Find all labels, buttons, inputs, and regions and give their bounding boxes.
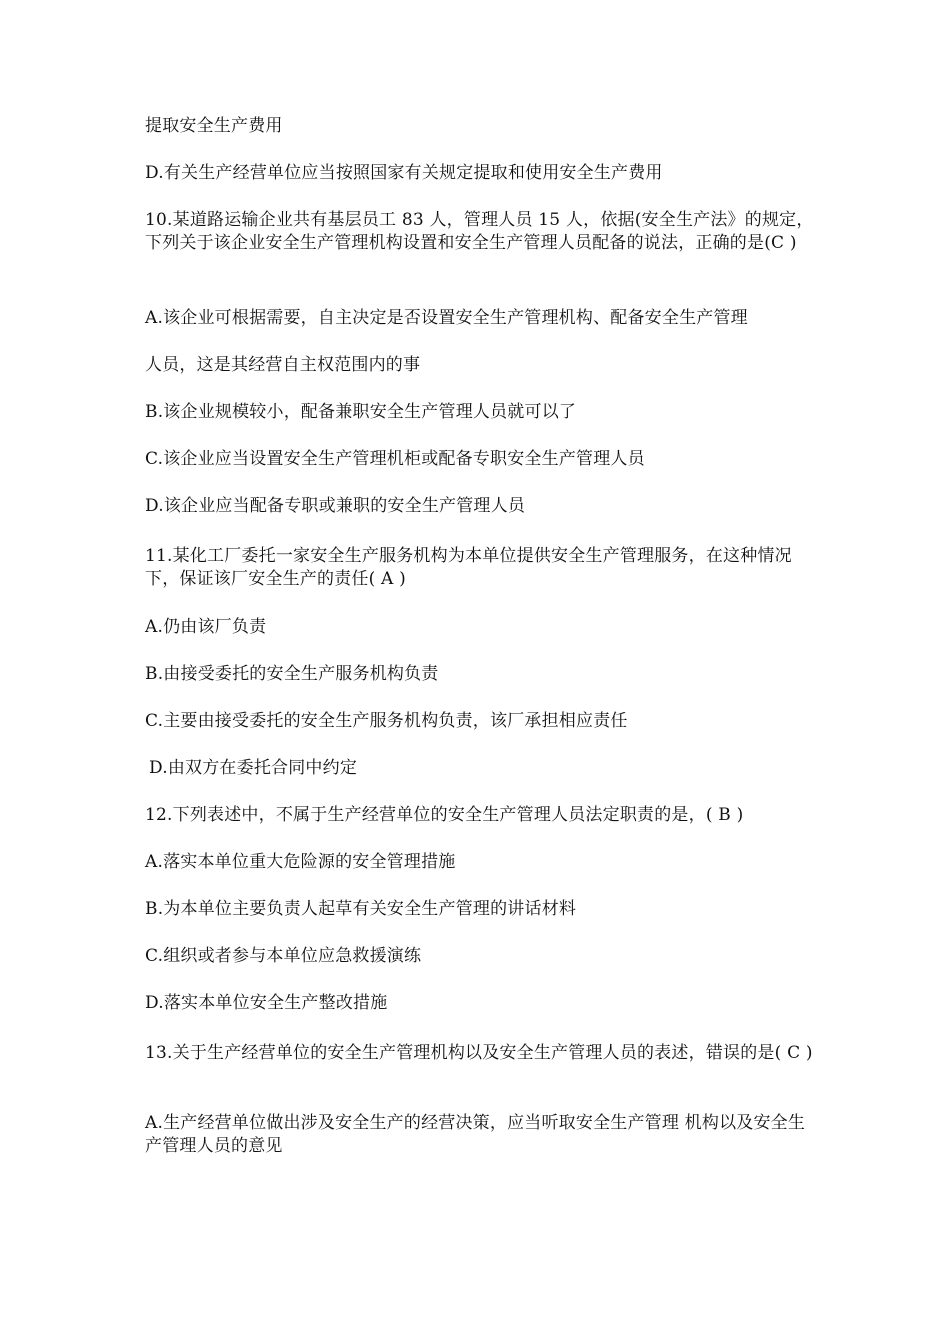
text-line: 人员，这是其经营自主权范围内的事: [145, 355, 421, 375]
question-13: 13.关于生产经营单位的安全生产管理机构以及安全生产管理人员的表述，错误的是( C ): [145, 1043, 813, 1063]
text-line: 提取安全生产费用: [145, 116, 283, 136]
option-a: A.该企业可根据需要，自主决定是否设置安全生产管理机构、配备安全生产管理: [145, 308, 748, 328]
question-11: 11.某化工厂委托一家安全生产服务机构为本单位提供安全生产管理服务，在这种情况下，保证该厂安全生产的责任( A ): [145, 546, 792, 589]
option-c: C.主要由接受委托的安全生产服务机构负责，该厂承担相应责任: [145, 711, 628, 731]
option-d: D.该企业应当配备专职或兼职的安全生产管理人员: [145, 496, 526, 516]
option-b: B.为本单位主要负责人起草有关安全生产管理的讲话材料: [145, 899, 577, 919]
option-d: D.由双方在委托合同中约定: [149, 758, 358, 778]
question-10: 10.某道路运输企业共有基层员工 83 人，管理人员 15 人，依据(安全生产法》的规定，下列关于该企业安全生产管理机构设置和安全生产管理人员配备的说法，正确的是(C ): [145, 210, 814, 253]
option-b: B.由接受委托的安全生产服务机构负责: [145, 664, 439, 684]
option-a: A.落实本单位重大危险源的安全管理措施: [145, 852, 456, 872]
option-a: A.生产经营单位做出涉及安全生产的经营决策，应当听取安全生产管理 机构以及安全生产管理人员的意见: [145, 1113, 806, 1156]
option-d: D.落实本单位安全生产整改措施: [145, 993, 388, 1013]
option-c: C.组织或者参与本单位应急救援演练: [145, 946, 422, 966]
option-d: D.有关生产经营单位应当按照国家有关规定提取和使用安全生产费用: [145, 163, 663, 183]
option-c: C.该企业应当设置安全生产管理机柜或配备专职安全生产管理人员: [145, 449, 645, 469]
question-12: 12.下列表述中，不属于生产经营单位的安全生产管理人员法定职责的是，( B ): [145, 805, 744, 825]
option-b: B.该企业规模较小，配备兼职安全生产管理人员就可以了: [145, 402, 577, 422]
option-a: A.仍由该厂负责: [145, 617, 267, 637]
